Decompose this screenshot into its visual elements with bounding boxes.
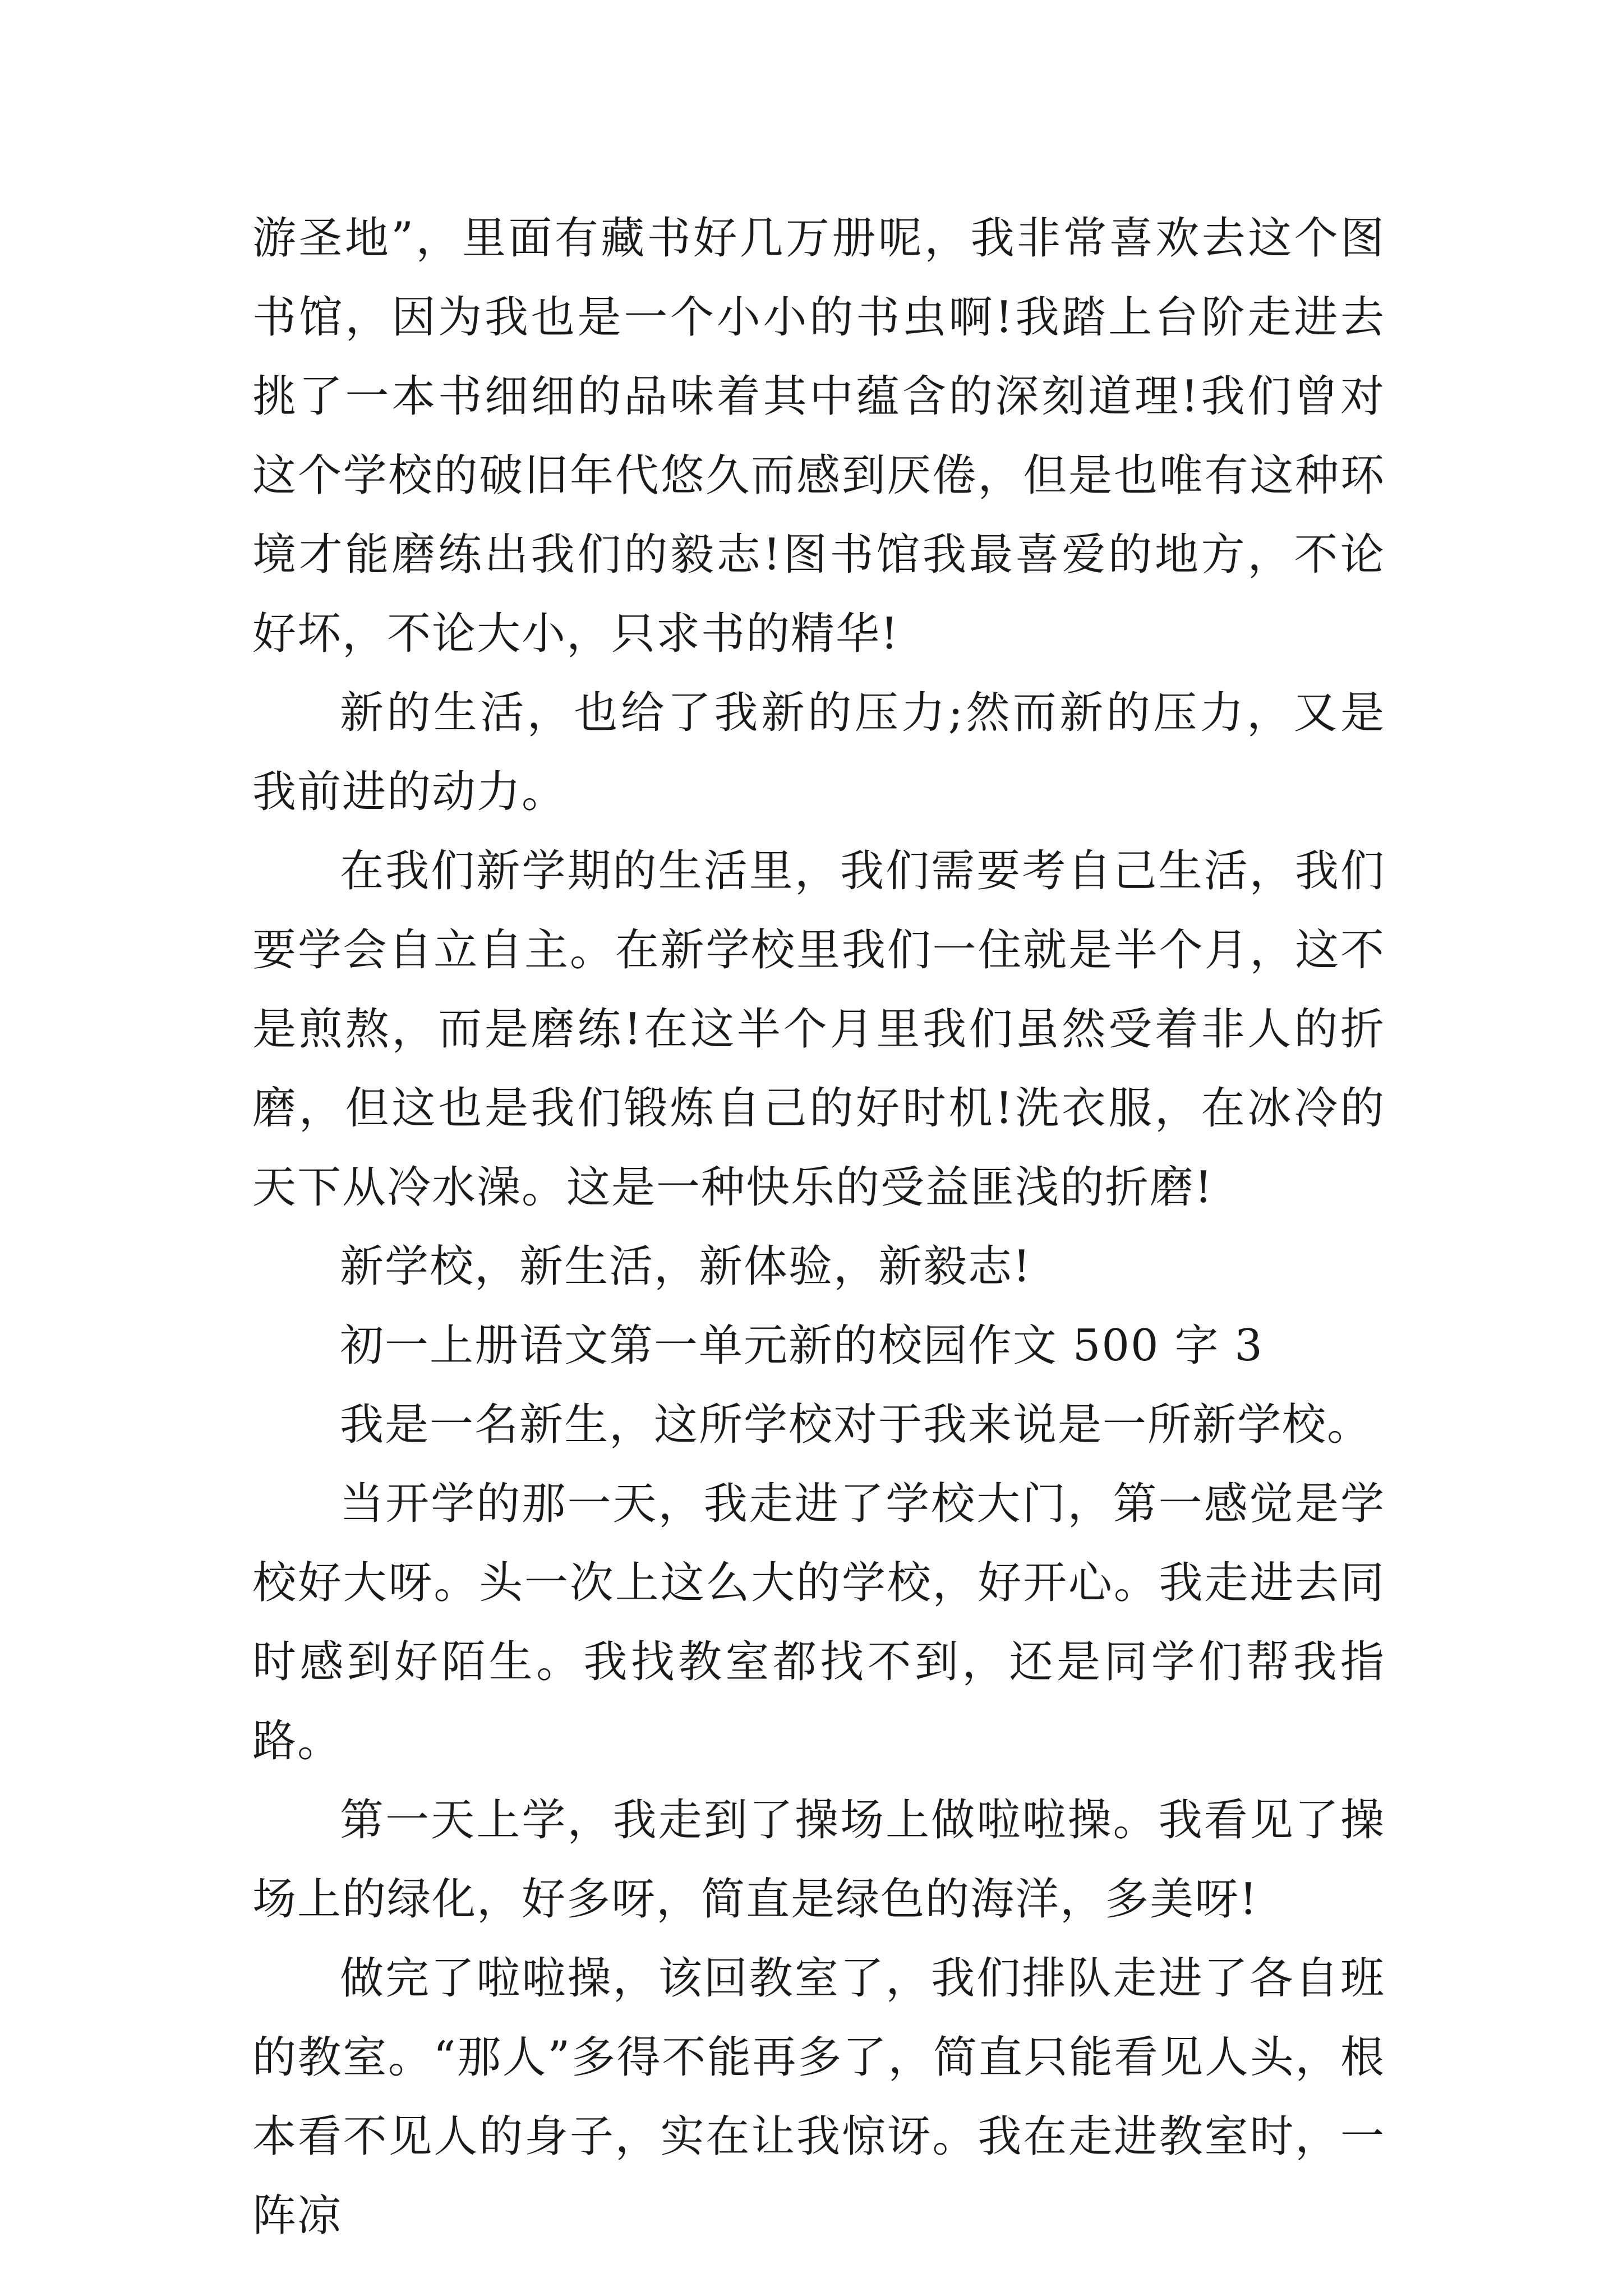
paragraph-new-pressure: 新的生活，也给了我新的压力;然而新的压力，又是我前进的动力。: [252, 688, 1385, 817]
paragraph-new-student: 我是一名新生，这所学校对于我来说是一所新学校。: [340, 1400, 1372, 1450]
document-body: [252, 199, 1385, 2256]
paragraph-first-day-gate: 当开学的那一天，我走进了学校大门，第一感觉是学校好大呀。头一次上这么大的学校，好开心。我走进去同时感到好陌生。我找教室都找不到，还是同学们帮我指路。: [252, 1479, 1385, 1766]
paragraph-library: 游圣地”，里面有藏书好几万册呢，我非常喜欢去这个图书馆，因为我也是一个小小的书虫啊!我踏上台阶走进去挑了一本书细细的品味着其中蕴含的深刻道理!我们曾对这个学校的破旧年代悠久而感到厌倦，但是也唯有这种环境才能磨练出我们的毅志!图书馆我最喜爱的地方，不论好坏，不论大小，只求书的精华!: [252, 213, 1385, 659]
paragraph-new-semester: 在我们新学期的生活里，我们需要考自己生活，我们要学会自立自主。在新学校里我们一住就是半个月，这不是煎熬，而是磨练!在这半个月里我们虽然受着非人的折磨，但这也是我们锻炼自己的好时机!洗衣服，在冰冷的天下从冷水澡。这是一种快乐的受益匪浅的折磨!: [252, 846, 1385, 1213]
paragraph-new-school-summary: 新学校，新生活，新体验，新毅志!: [340, 1241, 1032, 1292]
essay-heading: 初一上册语文第一单元新的校园作文 500 字 3: [340, 1320, 1264, 1371]
paragraph-classroom: 做完了啦啦操，该回教室了，我们排队走进了各自班的教室。“那人”多得不能再多了，简直只能看见人头，根本看不见人的身子，实在让我惊讶。我在走进教室时，一阵凉: [252, 1953, 1385, 2241]
paragraph-cheer-exercise: 第一天上学，我走到了操场上做啦啦操。我看见了操场上的绿化，好多呀，简直是绿色的海洋，多美呀!: [252, 1795, 1385, 1925]
